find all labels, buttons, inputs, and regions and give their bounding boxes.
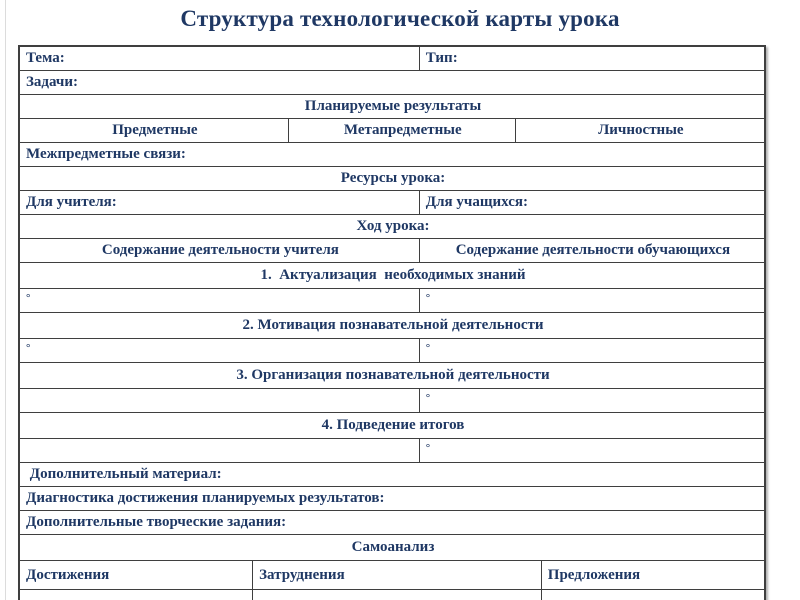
row-resursy-header [20,167,764,191]
row-stage-3-header [20,363,764,389]
row-result-types [20,119,764,143]
cell-lichnostnye-header: Личностные [515,119,764,142]
row-mezhpredmetnye [20,143,764,167]
cell-stage-3-header: 3. Организация познавательной деятельности [236,367,550,384]
row-stage-4-header [20,413,764,439]
row-samoanaliz-empty [20,590,764,600]
cell-soderzhanie-obuchayushchihsya-header: Содержание деятельности обучающихся [419,239,764,262]
row-dlya [20,191,764,215]
cell-stage-2-student-bullet: ° [419,339,764,362]
row-dop-material [20,463,764,487]
cell-dlya-uchashchihsya-label: Для учащихся: [419,191,764,214]
cell-stage-2-teacher-bullet: ° [26,342,31,354]
row-zadachi [20,71,764,95]
cell-dostizheniya-header: Достижения [26,566,110,583]
cell-dlya-uchitelya-label: Для учителя: [26,194,117,211]
page-title: Структура технологической карты урока [180,6,620,31]
cell-dop-zadaniya-label: Дополнительные творческие задания: [26,514,287,531]
row-samoanaliz-header [20,535,764,561]
cell-stage-1-header: 1. Актуализация необходимых знаний [260,267,526,284]
row-stage-4-content [20,439,764,463]
cell-hod-uroka-header: Ход урока: [356,218,430,235]
cell-planned-results-header: Планируемые результаты [304,98,482,115]
cell-stage-1-student-bullet: ° [419,289,764,312]
row-stage-2-content [20,339,764,363]
cell-stage-4-student-bullet: ° [419,439,764,462]
row-stage-3-content [20,389,764,413]
row-hod-uroka-header [20,215,764,239]
cell-mezhpredmetnye-label: Межпредметные связи: [26,146,186,163]
cell-zatrudneniya-header: Затруднения [252,561,541,589]
row-stage-2-header [20,313,764,339]
cell-predlozheniya-header: Предложения [541,561,764,589]
row-soderzhanie-headers [20,239,764,263]
cell-stage-4-header: 4. Подведение итогов [321,417,465,434]
lesson-map-table [18,45,766,600]
cell-dostizheniya-empty [20,590,252,600]
row-samoanaliz-cols [20,561,764,590]
row-dop-zadaniya [20,511,764,535]
cell-tema-label: Тема: [26,50,65,67]
cell-dop-material-label: Дополнительный материал: [26,466,222,483]
cell-stage-3-teacher-empty [20,389,419,412]
cell-stage-2-header: 2. Мотивация познавательной деятельности [242,317,544,334]
cell-stage-1-teacher-bullet: ° [26,292,31,304]
row-stage-1-header [20,263,764,289]
cell-tip-label: Тип: [419,47,764,70]
cell-soderzhanie-uchitelya-header: Содержание деятельности учителя [101,242,339,259]
cell-samoanaliz-header: Самоанализ [351,539,435,556]
cell-predlozheniya-empty [541,590,764,600]
cell-metapredmetnye-header: Метапредметные [288,119,515,142]
cell-stage-4-teacher-empty [20,439,419,462]
slide-edge-line [5,0,6,600]
row-diagnostika [20,487,764,511]
cell-diagnostika-label: Диагностика достижения планируемых результатов: [26,490,385,507]
cell-predmetnye-header: Предметные [112,122,198,139]
cell-zadachi-label: Задачи: [26,74,79,91]
cell-resursy-header: Ресурсы урока: [340,170,446,187]
row-tema-tip [20,47,764,71]
cell-stage-3-student-bullet: ° [419,389,764,412]
row-stage-1-content [20,289,764,313]
row-planned-results-header [20,95,764,119]
cell-zatrudneniya-empty [252,590,541,600]
